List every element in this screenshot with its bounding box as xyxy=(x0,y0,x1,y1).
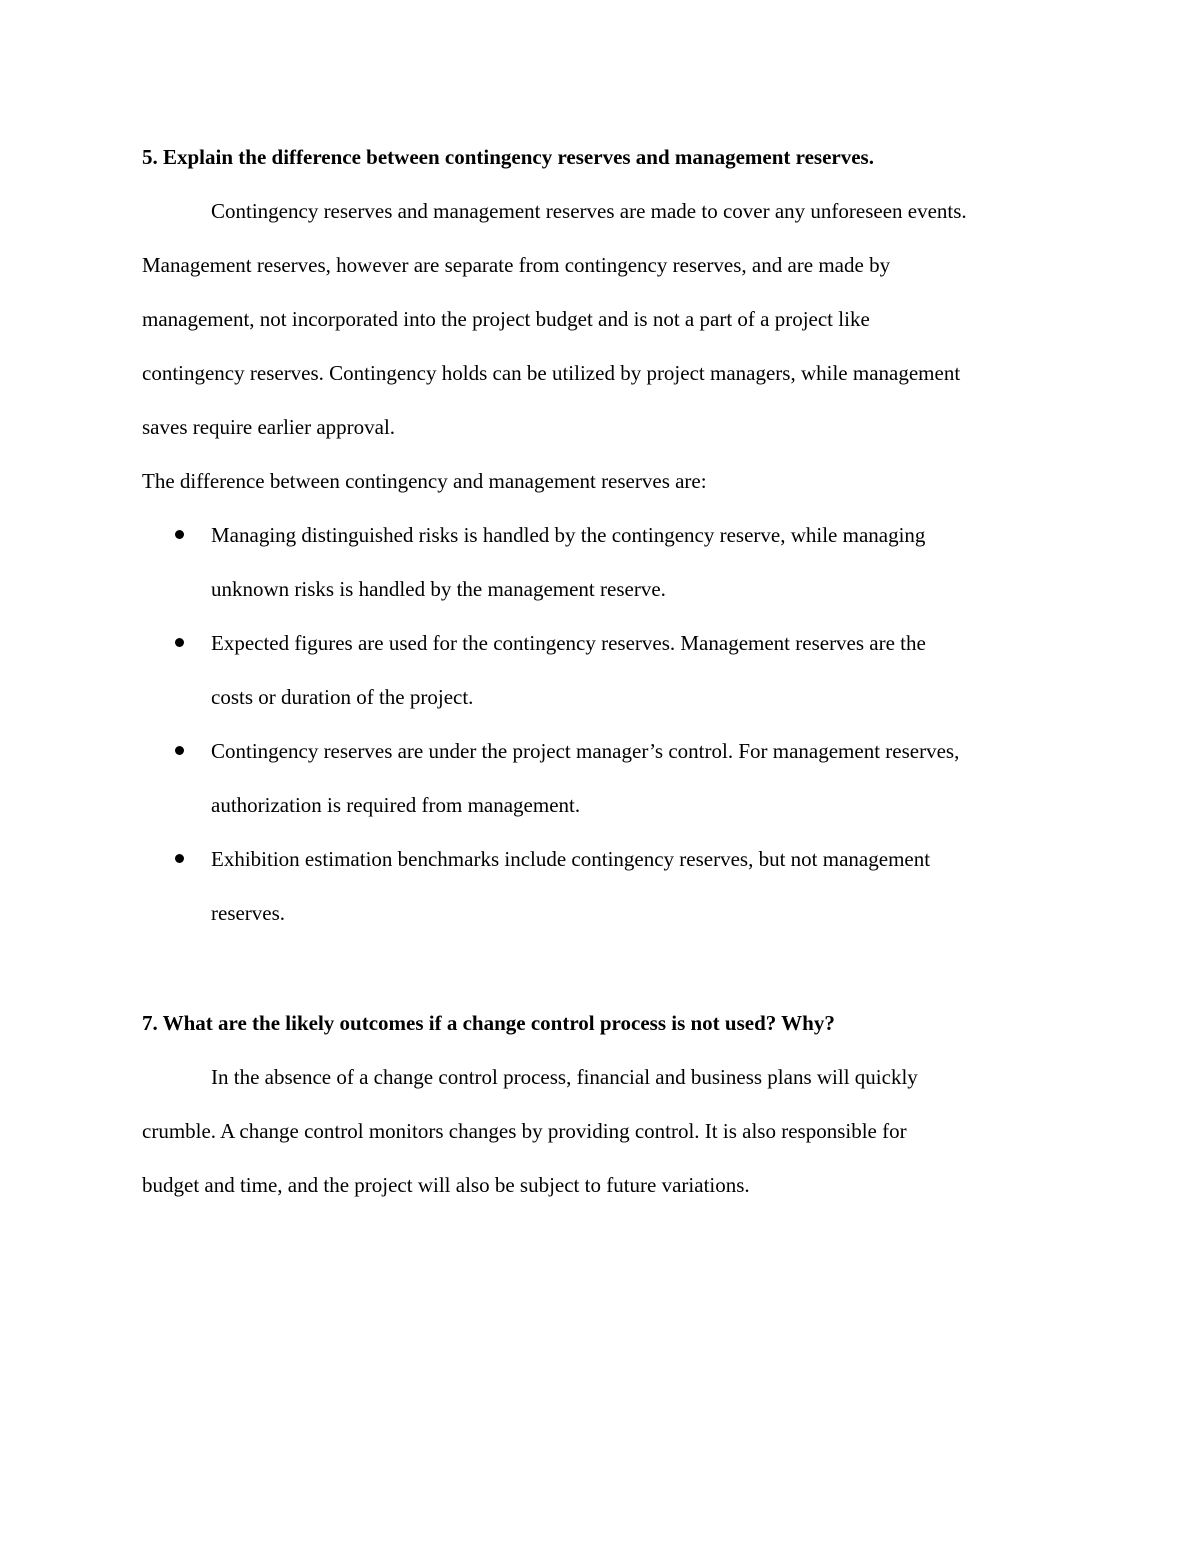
q5-list-intro: The difference between contingency and management reserves are: xyxy=(142,469,707,493)
q5-paragraph-line: Contingency reserves and management reserves are made to cover any unforeseen events. xyxy=(211,199,967,223)
q7-paragraph-line: budget and time, and the project will also be subject to future variations. xyxy=(142,1173,750,1197)
q5-paragraph-line: saves require earlier approval. xyxy=(142,415,396,439)
bullet-item-line: costs or duration of the project. xyxy=(211,685,474,709)
bullet-item-line: Exhibition estimation benchmarks include contingency reserves, but not management xyxy=(211,847,931,871)
bullet-icon xyxy=(175,638,184,647)
bullet-icon xyxy=(175,854,184,863)
bullet-item-line: Expected figures are used for the contingency reserves. Management reserves are the xyxy=(211,631,926,655)
q5-paragraph-line: contingency reserves. Contingency holds can be utilized by project managers, while management xyxy=(142,361,961,385)
question-5-heading: 5. Explain the difference between contingency reserves and management reserves. xyxy=(142,145,874,169)
q7-paragraph-line: crumble. A change control monitors changes by providing control. It is also responsible for xyxy=(142,1119,907,1143)
bullet-item-line: unknown risks is handled by the management reserve. xyxy=(211,577,666,601)
q5-paragraph-line: Management reserves, however are separate from contingency reserves, and are made by xyxy=(142,253,891,277)
bullet-item-line: reserves. xyxy=(211,901,286,925)
bullet-item-line: authorization is required from management. xyxy=(211,793,581,817)
q7-paragraph-line: In the absence of a change control process, financial and business plans will quickly xyxy=(211,1065,918,1089)
q5-paragraph-line: management, not incorporated into the project budget and is not a part of a project like xyxy=(142,307,870,331)
bullet-item-line: Contingency reserves are under the project manager’s control. For management reserves, xyxy=(211,739,960,763)
question-7-heading: 7. What are the likely outcomes if a change control process is not used? Why? xyxy=(142,1011,835,1035)
bullet-icon xyxy=(175,530,184,539)
bullet-item-line: Managing distinguished risks is handled by the contingency reserve, while managing xyxy=(211,523,926,547)
bullet-icon xyxy=(175,746,184,755)
